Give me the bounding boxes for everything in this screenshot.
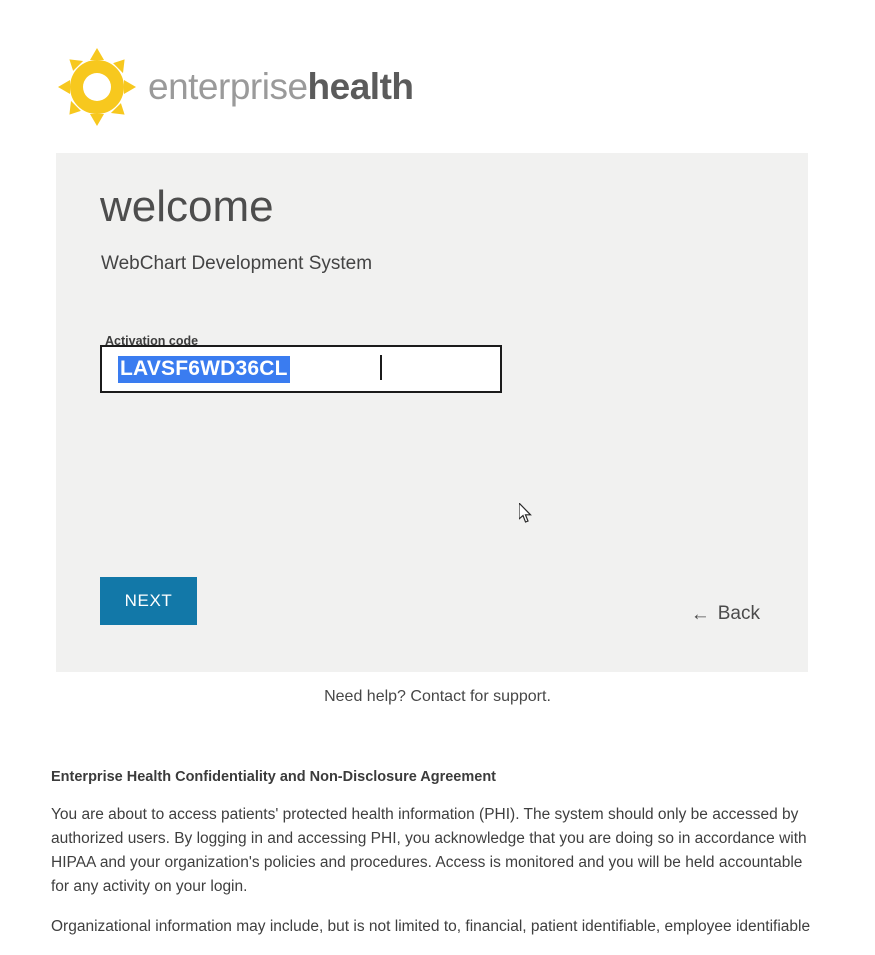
activation-card	[56, 153, 808, 672]
support-text: Need help? Contact for support.	[324, 688, 551, 705]
activation-code-value: LAVSF6WD36CL	[118, 356, 290, 383]
next-button[interactable]: NEXT	[100, 577, 197, 625]
legal-paragraph: You are about to access patients' protected health information (PHI). The system should only be accessed by authorized users. By logging in and accessing PHI, you acknowledge that you are doing so in accordance with HIPAA and your organization's policies and procedures. Access is monitored and you will be held accountable for any activity on your login.	[51, 806, 807, 896]
activation-code-label: Activation code	[105, 334, 199, 348]
back-link[interactable]	[691, 603, 760, 625]
brand-wordmark	[148, 66, 414, 108]
brand-logo	[56, 46, 414, 128]
sun-burst-logo-icon	[56, 46, 138, 128]
text-caret	[380, 355, 382, 380]
back-link-label: Back	[717, 603, 760, 624]
legal-paragraph: Organizational information may include, but is not limited to, financial, patient identifiable, employee identifiable	[51, 918, 811, 936]
arrow-left-icon: ←	[690, 603, 710, 625]
legal-title: Enterprise Health Confidentiality and Non-Disclosure Agreement	[51, 769, 497, 785]
page-subtitle: WebChart Development System	[101, 253, 373, 274]
page-title: welcome	[100, 182, 274, 231]
legal-section	[51, 769, 811, 955]
brand-name-bold: health	[307, 66, 414, 107]
brand-name-light: enterprise	[148, 66, 308, 107]
